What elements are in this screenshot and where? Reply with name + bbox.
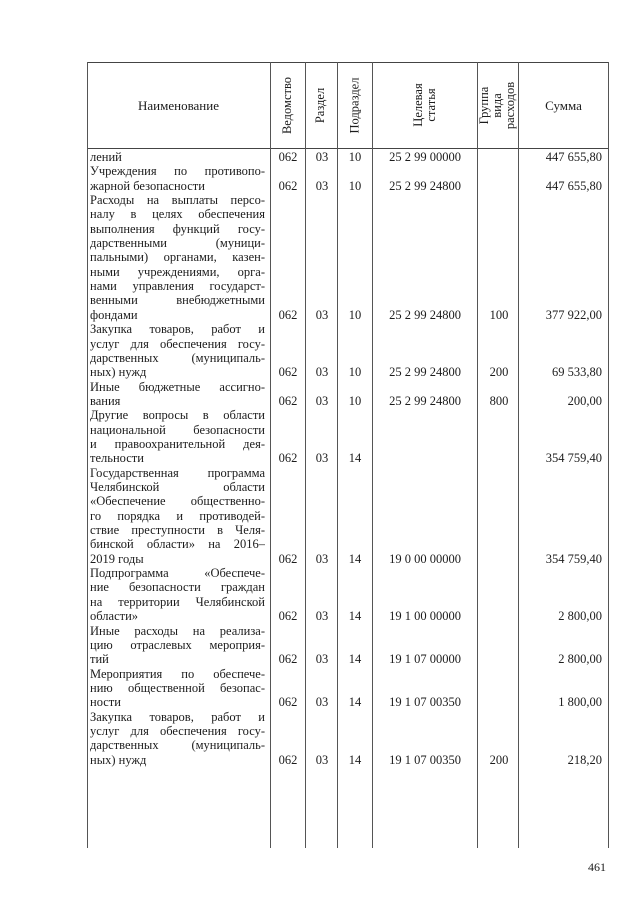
row-name-line: ности	[90, 695, 121, 710]
row-razdel: 03	[315, 365, 329, 380]
row-name-line: Расходы на выплаты персо-	[90, 193, 265, 208]
page-number: 461	[588, 860, 606, 874]
header-ved: Ведомство	[280, 76, 294, 134]
row-name-line: нами управления государст-	[90, 279, 265, 294]
row-ved: 062	[278, 695, 298, 710]
table-row	[0, 710, 640, 767]
table-row	[0, 667, 640, 710]
row-podrazdel: 14	[348, 652, 362, 667]
row-group: 100	[489, 307, 509, 322]
row-name-line: ных) нужд	[90, 752, 147, 767]
row-target: 25 2 99 24800	[389, 178, 461, 193]
row-name-line: вания	[90, 393, 121, 408]
row-name-line: ние безопасности граждан	[90, 580, 265, 595]
row-name	[90, 408, 265, 465]
row-name-line: нию общественной безопас-	[90, 680, 265, 695]
row-name-line: Иные бюджетные ассигно-	[90, 379, 265, 394]
row-target: 19 1 07 00350	[389, 695, 461, 710]
row-name-line: Закупка товаров, работ и	[90, 322, 265, 337]
row-podrazdel: 10	[348, 150, 362, 164]
row-name-line: жарной безопасности	[90, 178, 205, 193]
row-group: 200	[489, 365, 509, 380]
row-razdel: 03	[315, 178, 329, 193]
header-razdel: Раздел	[313, 87, 328, 123]
header-podrazdel-cell	[337, 62, 372, 148]
row-name-line: Иные расходы на реализа-	[90, 623, 265, 638]
row-name	[90, 466, 265, 566]
row-name-line: Государственная программа	[90, 465, 265, 480]
row-sum: 447 655,80	[545, 178, 602, 193]
header-ved-cell	[270, 62, 305, 148]
row-name	[90, 164, 265, 193]
row-group: 200	[489, 752, 509, 767]
row-sum: 2 800,00	[558, 609, 602, 624]
row-name-line: фондами	[90, 307, 138, 322]
row-razdel: 03	[315, 451, 329, 466]
row-name	[90, 150, 265, 164]
row-name-line: дарственными (муници-	[90, 236, 265, 251]
row-target: 19 1 00 00000	[389, 609, 461, 624]
row-target: 19 1 07 00000	[389, 652, 461, 667]
row-name-line: области»	[90, 609, 139, 624]
header-target: Целевая статья	[410, 83, 438, 127]
row-name-line: услуг для обеспечения госу-	[90, 336, 265, 351]
row-ved: 062	[278, 451, 298, 466]
row-target: 25 2 99 00000	[389, 150, 461, 164]
row-razdel: 03	[315, 752, 329, 767]
row-name-line: цию отраслевых мероприя-	[90, 637, 265, 652]
row-name	[90, 624, 265, 667]
row-name	[90, 710, 265, 767]
row-sum: 447 655,80	[545, 150, 602, 164]
row-podrazdel: 10	[348, 393, 362, 408]
row-name-line: лений	[90, 150, 122, 164]
header-bottom-border	[87, 148, 609, 149]
row-target: 19 0 00 00000	[389, 551, 461, 566]
row-name	[90, 667, 265, 710]
row-target: 25 2 99 24800	[389, 365, 461, 380]
row-name-line: Челябинской области	[90, 480, 265, 495]
table-row	[0, 408, 640, 465]
row-name-line: венными внебюджетными	[90, 293, 265, 308]
row-razdel: 03	[315, 551, 329, 566]
row-razdel: 03	[315, 393, 329, 408]
row-podrazdel: 14	[348, 752, 362, 767]
row-sum: 354 759,40	[545, 451, 602, 466]
row-sum: 354 759,40	[545, 551, 602, 566]
row-sum: 218,20	[567, 752, 602, 767]
header-name: Наименование	[138, 97, 219, 113]
row-sum: 2 800,00	[558, 652, 602, 667]
row-razdel: 03	[315, 652, 329, 667]
table-row	[0, 566, 640, 623]
row-ved: 062	[278, 307, 298, 322]
row-podrazdel: 10	[348, 178, 362, 193]
row-name-line: ных) нужд	[90, 365, 147, 380]
row-name-line: 2019 годы	[90, 551, 144, 566]
header-target-cell	[372, 62, 477, 148]
table-row	[0, 380, 640, 409]
row-name-line: Мероприятия по обеспече-	[90, 666, 265, 681]
row-podrazdel: 10	[348, 307, 362, 322]
header-sum-cell	[518, 62, 609, 148]
table-row	[0, 624, 640, 667]
row-podrazdel: 14	[348, 609, 362, 624]
row-name-line: бинской области» на 2016–	[90, 537, 265, 552]
row-name-line: на территории Челябинской	[90, 594, 265, 609]
row-target: 19 1 07 00350	[389, 752, 461, 767]
table-row	[0, 150, 640, 164]
row-name-line: Подпрограмма «Обеспече-	[90, 566, 265, 581]
row-ved: 062	[278, 752, 298, 767]
header-razdel-cell	[305, 62, 337, 148]
row-name-line: дарственных (муниципаль-	[90, 350, 265, 365]
row-podrazdel: 14	[348, 451, 362, 466]
table-row	[0, 466, 640, 566]
row-podrazdel: 10	[348, 365, 362, 380]
table-row	[0, 322, 640, 379]
header-name-cell	[87, 62, 270, 148]
row-sum: 200,00	[567, 393, 602, 408]
row-name	[90, 322, 265, 379]
row-target: 25 2 99 24800	[389, 307, 461, 322]
row-name-line: го порядка и противодей-	[90, 508, 265, 523]
row-razdel: 03	[315, 150, 329, 164]
table-row	[0, 193, 640, 322]
row-name-line: услуг для обеспечения госу-	[90, 723, 265, 738]
row-name-line: Учреждения по противопо-	[90, 164, 265, 179]
header-group: Группа вида расходов	[477, 81, 518, 129]
row-ved: 062	[278, 393, 298, 408]
row-name-line: дарственных (муниципаль-	[90, 738, 265, 753]
row-name-line: выполнения функций госу-	[90, 221, 265, 236]
row-razdel: 03	[315, 695, 329, 710]
row-ved: 062	[278, 652, 298, 667]
row-group: 800	[489, 393, 509, 408]
row-ved: 062	[278, 551, 298, 566]
row-name-line: тельности	[90, 451, 144, 466]
row-name-line: национальной безопасности	[90, 422, 265, 437]
row-target: 25 2 99 24800	[389, 393, 461, 408]
row-name-line: и правоохранительной дея-	[90, 436, 265, 451]
header-podrazdel: Подраздел	[347, 77, 361, 133]
row-ved: 062	[278, 178, 298, 193]
row-name	[90, 380, 265, 409]
row-name-line: Закупка товаров, работ и	[90, 709, 265, 724]
row-name-line: налу в целях обеспечения	[90, 207, 265, 222]
row-ved: 062	[278, 365, 298, 380]
header-group-cell	[477, 62, 518, 148]
row-sum: 1 800,00	[558, 695, 602, 710]
row-ved: 062	[278, 609, 298, 624]
row-razdel: 03	[315, 307, 329, 322]
row-podrazdel: 14	[348, 695, 362, 710]
table-header	[87, 62, 609, 148]
row-sum: 69 533,80	[552, 365, 602, 380]
row-name-line: тий	[90, 652, 109, 667]
row-name-line: ными учреждениями, орга-	[90, 264, 265, 279]
row-ved: 062	[278, 150, 298, 164]
row-name	[90, 193, 265, 322]
row-name	[90, 566, 265, 623]
row-name-line: пальными) органами, казен-	[90, 250, 265, 265]
row-name-line: ствие преступности в Челя-	[90, 523, 265, 538]
row-podrazdel: 14	[348, 551, 362, 566]
header-sum: Сумма	[545, 97, 582, 113]
row-name-line: Другие вопросы в области	[90, 408, 265, 423]
row-razdel: 03	[315, 609, 329, 624]
row-sum: 377 922,00	[545, 307, 602, 322]
table-row	[0, 164, 640, 193]
row-name-line: «Обеспечение общественно-	[90, 494, 265, 509]
